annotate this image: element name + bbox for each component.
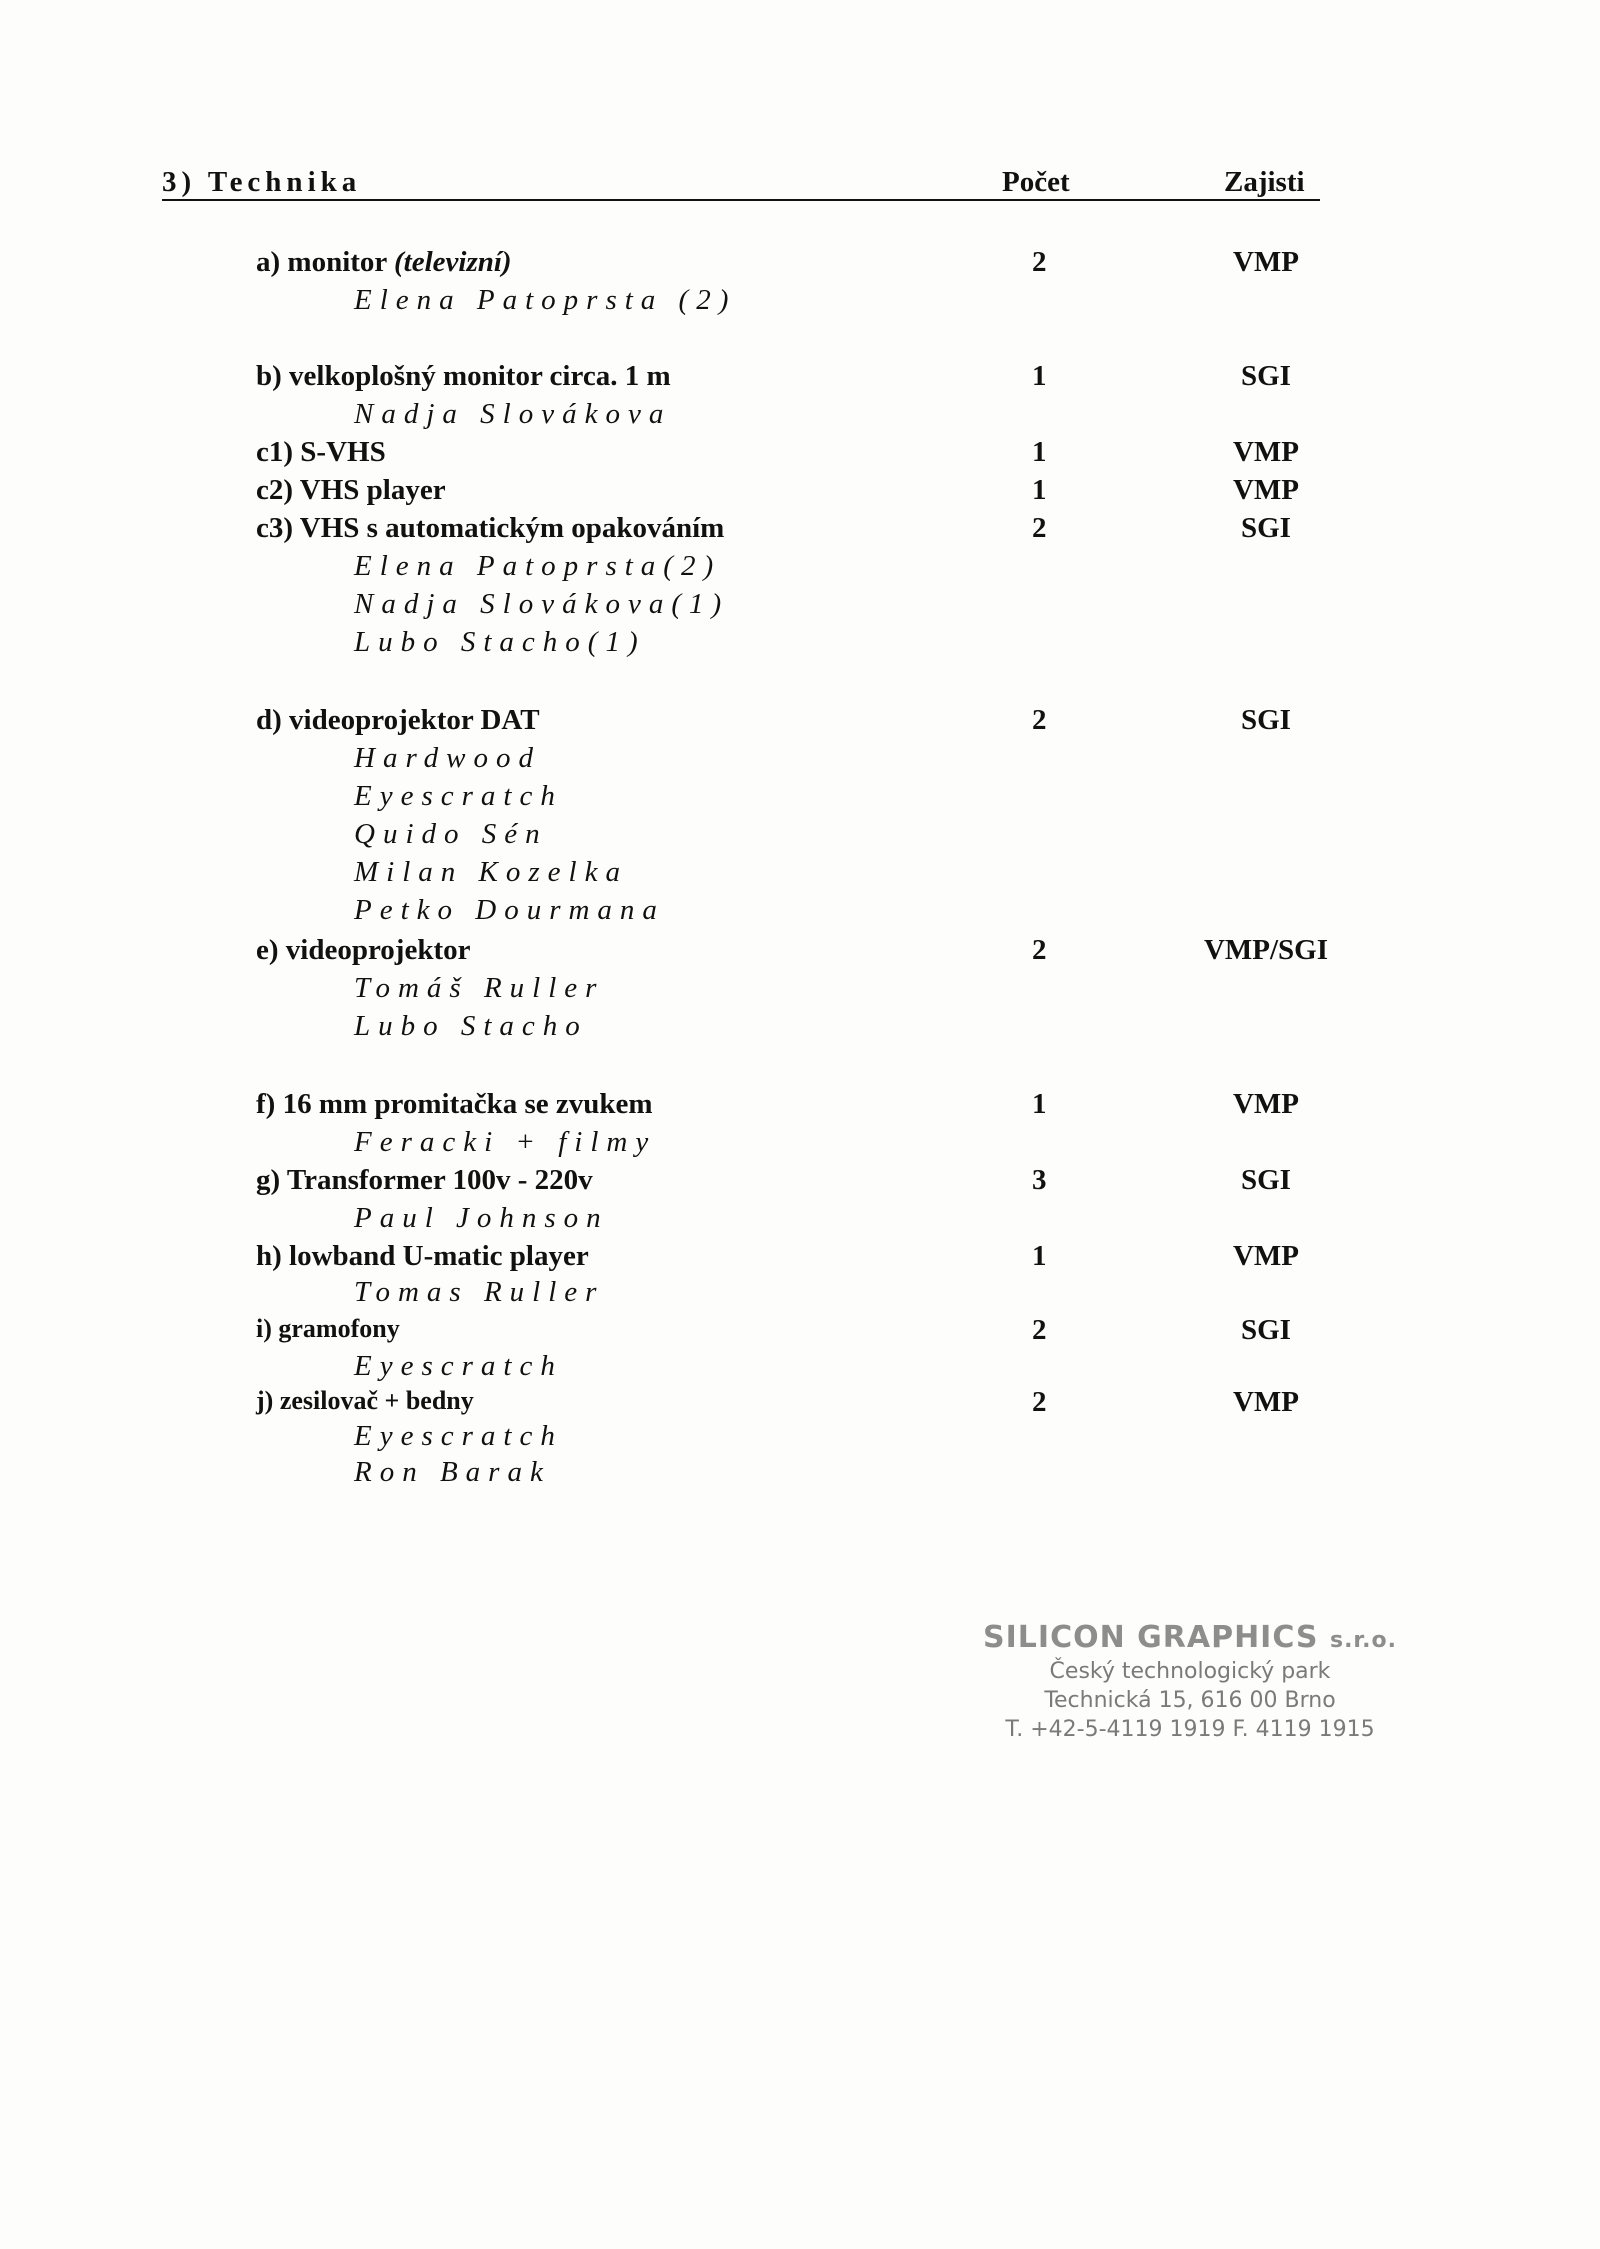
item-d-supply: SGI (1241, 704, 1291, 736)
item-b-supply: SGI (1241, 360, 1291, 392)
item-f-label: f) 16 mm promitačka se zvukem (256, 1088, 653, 1120)
item-c3-person-3: Lubo Stacho(1) (354, 626, 646, 658)
item-d-person-2: Eyescratch (354, 780, 563, 812)
item-d-person-5: Petko Dourmana (354, 894, 665, 926)
item-e-person-2: Lubo Stacho (354, 1010, 588, 1042)
item-f-count: 1 (1032, 1088, 1047, 1120)
item-g-count: 3 (1032, 1164, 1047, 1196)
item-c3-label: c3) VHS s automatickým opakováním (256, 512, 725, 544)
company-stamp (930, 1620, 1450, 1742)
stamp-address-line-2: Technická 15, 616 00 Brno (1044, 1688, 1336, 1713)
stamp-phone-line: T. +42-5-4119 1919 F. 4119 1915 (1005, 1717, 1375, 1742)
item-j-person-2: Ron Barak (354, 1456, 551, 1488)
item-c3-person-2: Nadja Slovákova(1) (354, 588, 730, 620)
item-j-count: 2 (1032, 1386, 1047, 1418)
item-g-supply: SGI (1241, 1164, 1291, 1196)
item-a-person: Elena Patoprsta (2) (354, 284, 737, 316)
item-c3-supply: SGI (1241, 512, 1291, 544)
item-c2-supply: VMP (1232, 474, 1300, 506)
item-c1-supply: VMP (1232, 436, 1300, 468)
item-b-person: Nadja Slovákova (354, 398, 672, 430)
item-j-supply: VMP (1232, 1386, 1300, 1418)
column-header-count: Počet (1002, 166, 1070, 198)
header-rule (162, 199, 1320, 201)
item-j-person-1: Eyescratch (354, 1420, 563, 1452)
section-title: 3) Technika (162, 166, 362, 198)
item-c1-count: 1 (1032, 436, 1047, 468)
item-h-supply: VMP (1232, 1240, 1300, 1272)
item-i-label: i) gramofony (256, 1314, 400, 1343)
item-d-person-4: Milan Kozelka (354, 856, 628, 888)
item-c1-label: c1) S-VHS (256, 436, 386, 468)
column-header-supply: Zajisti (1224, 166, 1305, 198)
item-e-label: e) videoprojektor (256, 934, 471, 966)
item-c3-count: 2 (1032, 512, 1047, 544)
item-d-label: d) videoprojektor DAT (256, 704, 540, 736)
item-c2-count: 1 (1032, 474, 1047, 506)
item-e-person-1: Tomáš Ruller (354, 972, 605, 1004)
item-i-supply: SGI (1241, 1314, 1291, 1346)
item-g-person: Paul Johnson (354, 1202, 609, 1234)
item-a-supply: VMP (1232, 246, 1300, 278)
stamp-address-line-1: Český technologický park (1049, 1659, 1331, 1684)
item-h-count: 1 (1032, 1240, 1047, 1272)
item-e-count: 2 (1032, 934, 1047, 966)
item-a-label: a) monitor (televizní) (256, 246, 512, 278)
item-f-supply: VMP (1232, 1088, 1300, 1120)
item-b-label: b) velkoplošný monitor circa. 1 m (256, 360, 671, 392)
item-a-count: 2 (1032, 246, 1047, 278)
item-e-supply: VMP/SGI (1203, 934, 1329, 966)
item-g-label: g) Transformer 100v - 220v (256, 1164, 593, 1196)
item-c2-label: c2) VHS player (256, 474, 446, 506)
item-f-person: Feracki + filmy (354, 1126, 657, 1158)
item-i-person: Eyescratch (354, 1350, 563, 1382)
item-d-person-3: Quido Sén (354, 818, 548, 850)
item-h-label: h) lowband U-matic player (256, 1240, 589, 1272)
item-i-count: 2 (1032, 1314, 1047, 1346)
item-b-count: 1 (1032, 360, 1047, 392)
item-c3-person-1: Elena Patoprsta(2) (354, 550, 722, 582)
item-h-person: Tomas Ruller (354, 1276, 605, 1308)
item-j-label: j) zesilovač + bedny (256, 1386, 474, 1415)
item-d-person-1: Hardwood (354, 742, 541, 774)
stamp-brand: SILICON GRAPHICS s.r.o. (983, 1620, 1397, 1655)
item-d-count: 2 (1032, 704, 1047, 736)
